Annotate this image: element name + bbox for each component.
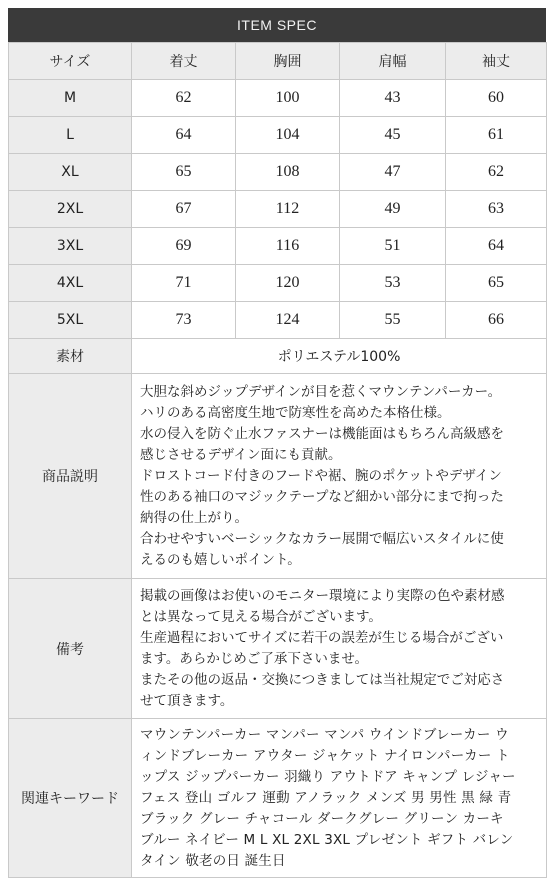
header-size: サイズ (9, 43, 132, 80)
notes-line: ます。あらかじめご了承下さいませ。 (140, 650, 369, 667)
description-line: 大胆な斜めジップデザインが目を惹くマウンテンパーカー。 (140, 383, 502, 400)
shoulder-cell: 51 (340, 228, 446, 265)
item-spec-table (8, 8, 546, 878)
description-line: ハリのある高密度生地で防寒性を高めた本格仕様。 (140, 404, 451, 421)
size-table (8, 42, 547, 878)
table-row (9, 302, 547, 339)
keywords-line: フェス 登山 ゴルフ 運動 アノラック メンズ 男 男性 黒 緑 青 (140, 789, 512, 806)
size-label: 2XL (9, 191, 132, 228)
shoulder-cell: 47 (340, 154, 446, 191)
shoulder-cell: 53 (340, 265, 446, 302)
shoulder-cell: 49 (340, 191, 446, 228)
table-row (9, 117, 547, 154)
notes-line: 掲載の画像はお使いのモニター環境により実際の色や素材感 (140, 587, 505, 604)
header-row (9, 43, 547, 80)
sleeve-cell: 66 (446, 302, 547, 339)
notes-label: 備考 (9, 579, 132, 719)
chest-cell: 112 (236, 191, 340, 228)
shoulder-cell: 55 (340, 302, 446, 339)
description-line: 合わせやすいベーシックなカラー展開で幅広いスタイルに使 (140, 530, 504, 547)
chest-cell: 100 (236, 80, 340, 117)
header-chest: 胸囲 (236, 43, 340, 80)
chest-cell: 108 (236, 154, 340, 191)
notes-line: またその他の返品・交換につきましては当社規定でご対応さ (140, 671, 505, 688)
length-cell: 67 (132, 191, 236, 228)
sleeve-cell: 64 (446, 228, 547, 265)
description-line: 感じさせるデザイン面にも貢献。 (140, 446, 342, 463)
length-cell: 62 (132, 80, 236, 117)
header-sleeve: 袖丈 (446, 43, 547, 80)
chest-cell: 104 (236, 117, 340, 154)
description-line: 性のある袖口のマジックテープなど細かい部分にまで拘った (140, 488, 504, 505)
sleeve-cell: 63 (446, 191, 547, 228)
size-label: 5XL (9, 302, 132, 339)
material-label: 素材 (9, 339, 132, 374)
table-row (9, 80, 547, 117)
material-value: ポリエステル100% (132, 339, 547, 374)
sleeve-cell: 62 (446, 154, 547, 191)
notes-line: とは異なって見える場合がございます。 (140, 608, 382, 625)
description-label: 商品説明 (9, 374, 132, 579)
description-line: 納得の仕上がり。 (140, 509, 248, 526)
chest-cell: 124 (236, 302, 340, 339)
size-label: 4XL (9, 265, 132, 302)
description-text (132, 374, 547, 579)
length-cell: 65 (132, 154, 236, 191)
table-row (9, 265, 547, 302)
description-line: えるのも嬉しいポイント。 (140, 551, 301, 568)
table-row (9, 154, 547, 191)
header-shoulder: 肩幅 (340, 43, 446, 80)
notes-line: せて頂きます。 (140, 692, 234, 709)
length-cell: 64 (132, 117, 236, 154)
size-label: L (9, 117, 132, 154)
keywords-line: マウンテンパーカー マンパー マンパ ウインドブレーカー ウ (140, 726, 509, 743)
description-line: 水の侵入を防ぐ止水ファスナーは機能面はもちろん高級感を (140, 425, 504, 442)
notes-row (9, 579, 547, 719)
size-label: 3XL (9, 228, 132, 265)
size-label: XL (9, 154, 132, 191)
length-cell: 73 (132, 302, 236, 339)
description-row (9, 374, 547, 579)
table-row (9, 191, 547, 228)
keywords-line: ブラック グレー チャコール ダークグレー グリーン カーキ (140, 810, 504, 827)
sleeve-cell: 61 (446, 117, 547, 154)
shoulder-cell: 43 (340, 80, 446, 117)
length-cell: 71 (132, 265, 236, 302)
description-line: ドロストコード付きのフードや裾、腕のポケットやデザイン (140, 467, 502, 484)
sleeve-cell: 65 (446, 265, 547, 302)
keywords-line: タイン 敬老の日 誕生日 (140, 852, 286, 869)
keywords-row (9, 719, 547, 878)
chest-cell: 120 (236, 265, 340, 302)
chest-cell: 116 (236, 228, 340, 265)
notes-text (132, 579, 547, 719)
table-row (9, 228, 547, 265)
keywords-label: 関連キーワード (9, 719, 132, 878)
header-length: 着丈 (132, 43, 236, 80)
size-label: M (9, 80, 132, 117)
material-row (9, 339, 547, 374)
keywords-line: ブルー ネイビー M L XL 2XL 3XL プレゼント ギフト バレン (140, 831, 514, 848)
shoulder-cell: 45 (340, 117, 446, 154)
spec-title: ITEM SPEC (8, 8, 546, 42)
keywords-line: ップス ジップパーカー 羽織り アウトドア キャンプ レジャー (140, 768, 516, 785)
keywords-text (132, 719, 547, 878)
sleeve-cell: 60 (446, 80, 547, 117)
notes-line: 生産過程においてサイズに若干の誤差が生じる場合がござい (140, 629, 504, 646)
keywords-line: ィンドブレーカー アウター ジャケット ナイロンパーカー ト (140, 747, 510, 764)
length-cell: 69 (132, 228, 236, 265)
